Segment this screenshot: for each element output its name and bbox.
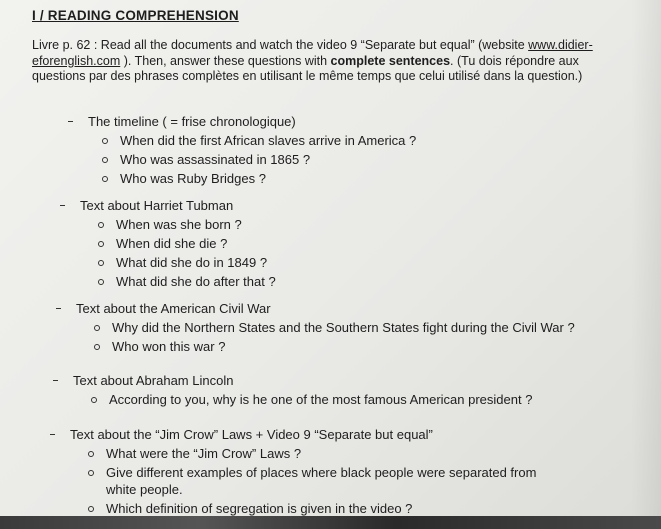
question-item: What did she do after that ? [92, 273, 276, 290]
question-item: What were the “Jim Crow” Laws ? [82, 445, 590, 462]
question-item: Who was assassinated in 1865 ? [96, 151, 416, 168]
intro-text-1: Livre p. 62 : Read all the documents and watch the video 9 “Separate but equal” (website [32, 38, 529, 52]
section-civil-war [76, 300, 575, 355]
question-item: Give different examples of places where black people were separated from white people. [82, 464, 561, 498]
intro-text-2: ). Then, answer these questions with [120, 53, 331, 68]
question-item: Which definition of segregation is given in the video ? [82, 500, 590, 517]
question-item: When did she die ? [92, 235, 276, 252]
question-item: Why did the Northern States and the Southern States fight during the Civil War ? [88, 319, 575, 336]
section-heading: Text about the “Jim Crow” Laws + Video 9 “Separate but equal” [70, 426, 590, 443]
section-heading: Text about Harriet Tubman [80, 197, 276, 214]
question-item: According to you, why is he one of the most famous American president ? [85, 391, 532, 408]
section-title: I / READING COMPREHENSION [32, 8, 239, 23]
section-jim-crow [70, 426, 590, 517]
page-shadow [631, 0, 661, 529]
section-harriet-tubman [80, 197, 276, 290]
website-link[interactable]: www.didier-eforenglish.com [32, 38, 593, 68]
question-item: When did the first African slaves arrive in America ? [96, 132, 416, 149]
question-item: What did she do in 1849 ? [92, 254, 276, 271]
section-heading: The timeline ( = frise chronologique) [88, 113, 416, 130]
question-item: Who won this war ? [88, 338, 575, 355]
question-item: When was she born ? [92, 216, 276, 233]
instructions-paragraph [32, 38, 632, 85]
intro-text-3: . (Tu dois répondre aux questions par des phrases complètes en utilisant le même temps que celui utilisé dans la question.) [32, 53, 583, 83]
question-item: Who was Ruby Bridges ? [96, 170, 416, 187]
intro-bold-text: complete sentences [330, 53, 451, 68]
section-abraham-lincoln [73, 372, 532, 408]
table-surface-strip [0, 516, 661, 529]
section-heading: Text about Abraham Lincoln [73, 372, 532, 389]
section-timeline [88, 113, 416, 187]
section-heading: Text about the American Civil War [76, 300, 575, 317]
